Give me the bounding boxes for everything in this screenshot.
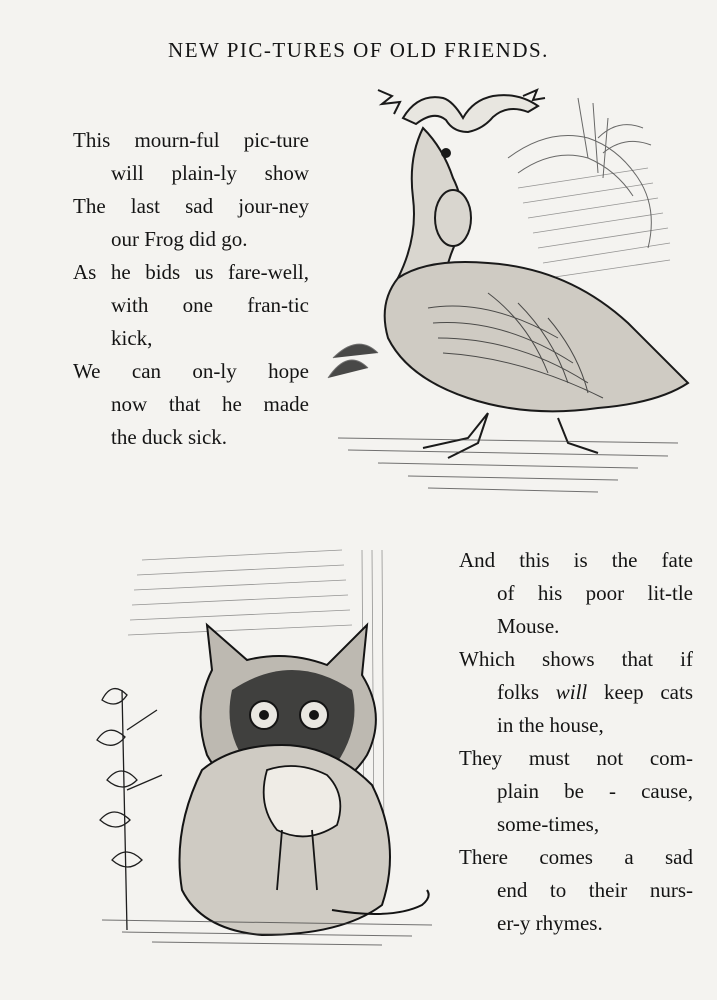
emphasis-will: will	[555, 680, 588, 704]
verse-line: As he bids us fare-well,	[73, 260, 309, 284]
verse-line: There comes a sad	[459, 845, 693, 869]
verse-line: They must not com-	[459, 746, 693, 770]
verse-line: kick,	[111, 326, 153, 350]
verse-line: end to their nurs-	[497, 878, 693, 902]
duck-engraving	[318, 78, 698, 508]
verse-line: We can on-ly hope	[73, 359, 309, 383]
verse-line: with one fran-tic	[111, 293, 309, 317]
verse-line: in the house,	[497, 713, 604, 737]
verse-mouse	[459, 544, 693, 940]
verse-line: the duck sick.	[111, 425, 228, 449]
duck-illustration	[318, 78, 698, 508]
verse-line: folks will keep cats	[497, 680, 693, 704]
verse-line: Mouse.	[497, 614, 560, 638]
verse-line: And this is the fate	[459, 548, 693, 572]
verse-line: of his poor lit-tle	[497, 581, 693, 605]
verse-line: some-times,	[497, 812, 600, 836]
verse-line: now that he made	[111, 392, 309, 416]
verse-line: This mourn-ful pic-ture	[73, 128, 309, 152]
verse-line: The last sad jour-ney	[73, 194, 309, 218]
cat-engraving	[82, 540, 452, 950]
page-title: NEW PIC-TURES OF OLD FRIENDS.	[168, 38, 549, 62]
cat-illustration	[82, 540, 452, 950]
verse-line: plain be - cause,	[497, 779, 693, 803]
verse-frog	[73, 124, 309, 454]
verse-line: will plain-ly show	[111, 161, 309, 185]
verse-line: Which shows that if	[459, 647, 693, 671]
verse-line: our Frog did go.	[111, 227, 248, 251]
verse-line: er-y rhymes.	[497, 911, 603, 935]
